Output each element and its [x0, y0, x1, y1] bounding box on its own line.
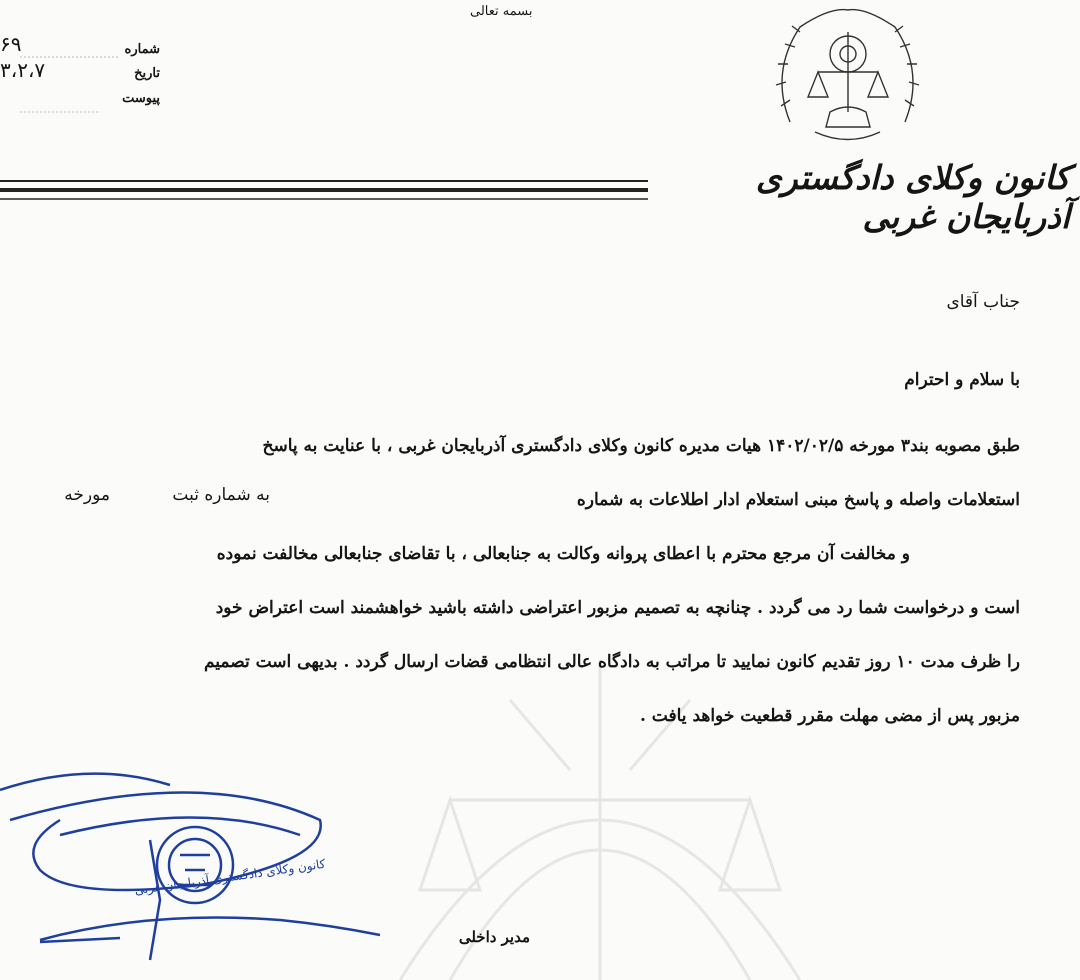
bar-association-emblem [760, 2, 935, 150]
body-line-1: طبق مصوبه بند۳ مورخه ۱۴۰۲/۰۲/۵ هیات مدیره کانون وکلای دادگستری آذربایجان غربی ، با عنایت به پاسخ [262, 436, 1020, 456]
number-label: شماره [124, 42, 160, 57]
attachment-label: پیوست [122, 91, 160, 106]
official-stamp-and-signature [0, 760, 420, 980]
registration-date-label: مورخه [64, 485, 110, 505]
addressee: جناب آقای [946, 292, 1020, 312]
body-line-4: است و درخواست شما رد می گردد . چنانچه به تصمیم مزبور اعتراضی داشته باشید خواهشمند است اعتراض خود [215, 598, 1020, 618]
body-line-6: مزبور پس از مضی مهلت مقرر قطعیت خواهد یافت . [639, 706, 1020, 726]
date-label: تاریخ [134, 66, 160, 81]
date-value: ۳،۲،۷ [0, 58, 46, 82]
meta-dotted-lines [20, 52, 120, 122]
body-line-3: و مخالفت آن مرجع محترم با اعطای پروانه وکالت به جنابعالی ، با تقاضای جنابعالی مخالفت نموده [216, 544, 910, 564]
number-value: ۶۹ [0, 32, 22, 56]
greeting: با سلام و احترام [904, 370, 1020, 390]
body-line-2: استعلامات واصله و پاسخ مبنی استعلام ادار اطلاعات به شماره [576, 490, 1020, 510]
organization-title: کانون وکلای دادگستری آذربایجان غربی [755, 158, 1070, 236]
basmala: بسمه تعالی [470, 4, 533, 19]
header-divider [0, 170, 650, 210]
registration-number-label: به شماره ثبت [172, 485, 270, 505]
body-line-5: را ظرف مدت ۱۰ روز تقدیم کانون نمایید تا مراتب به دادگاه عالی انتظامی قضات ارسال گردد . بدیهی است تصمیم [203, 652, 1020, 672]
signatory-title: مدیر داخلی [458, 928, 530, 946]
stamp-text: کانون وکلای دادگستری آذربایجان غربی [133, 856, 327, 898]
